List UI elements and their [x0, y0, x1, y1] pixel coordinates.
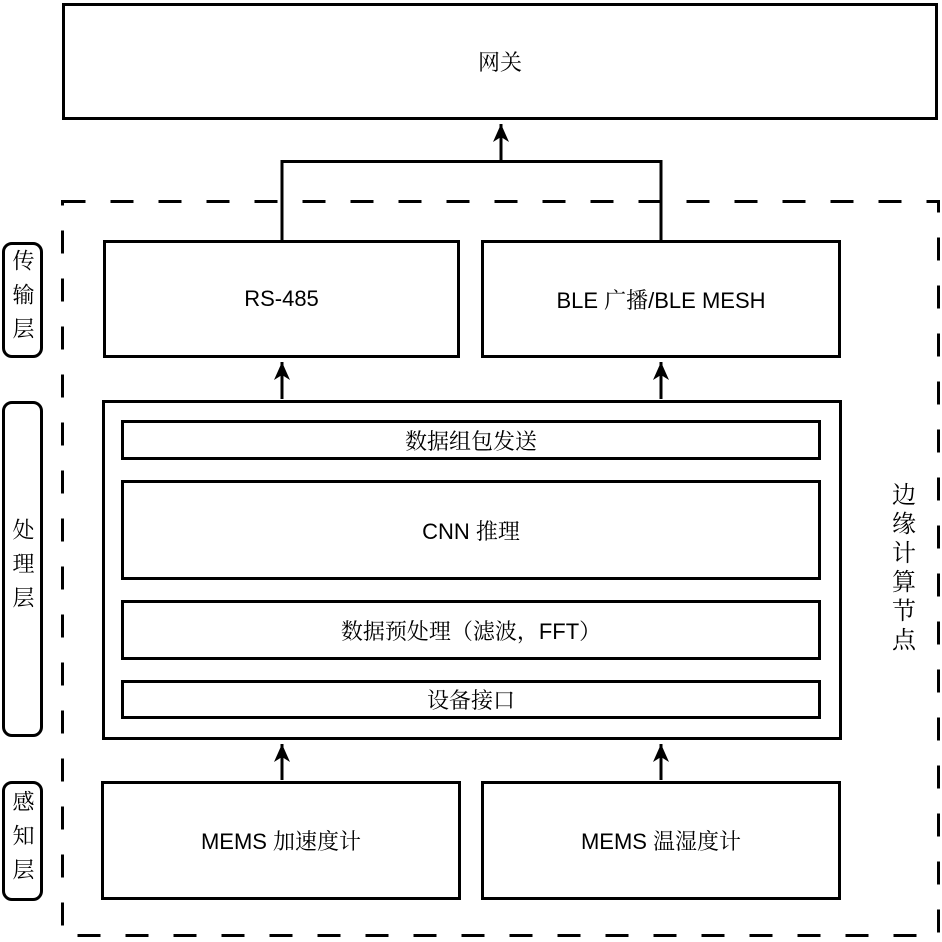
rs485-box	[103, 240, 460, 358]
ble-box	[481, 240, 841, 358]
edge-node-label-text: 边缘计算节点	[887, 482, 915, 656]
mems-accelerometer-label: MEMS 加速度计	[200, 829, 362, 854]
rs485-label: RS-485	[244, 286, 319, 311]
mems-accelerometer-box	[101, 781, 461, 900]
mems-hygrothermometer-label: MEMS 温湿度计	[580, 829, 742, 854]
connector-elbow-transport-to-gateway	[282, 162, 661, 242]
module-preprocessing-box	[121, 600, 821, 660]
processing-container-box	[102, 400, 842, 740]
module-device-interface-box	[121, 680, 821, 719]
layer-label-processing-text: 处理层	[10, 518, 35, 620]
module-cnn-inference-label: CNN 推理	[422, 518, 520, 544]
layer-label-transport	[2, 242, 43, 358]
layer-label-transport-text: 传输层	[10, 249, 35, 351]
module-device-interface-label: 设备接口	[426, 688, 515, 713]
gateway-box	[62, 3, 938, 120]
module-data-packaging-box	[121, 420, 821, 460]
layer-label-processing	[2, 401, 43, 737]
mems-hygrothermometer-box	[481, 781, 841, 900]
module-preprocessing-label: 数据预处理（滤波，FFT）	[340, 618, 602, 644]
module-cnn-inference-box	[121, 480, 821, 580]
ble-label: BLE 广播/BLE MESH	[556, 287, 766, 313]
edge-node-label	[884, 478, 918, 660]
layer-label-sensing-text: 感知层	[10, 790, 35, 892]
layer-label-sensing	[2, 781, 43, 901]
module-data-packaging-label: 数据组包发送	[404, 428, 537, 454]
gateway-label: 网关	[477, 50, 522, 75]
